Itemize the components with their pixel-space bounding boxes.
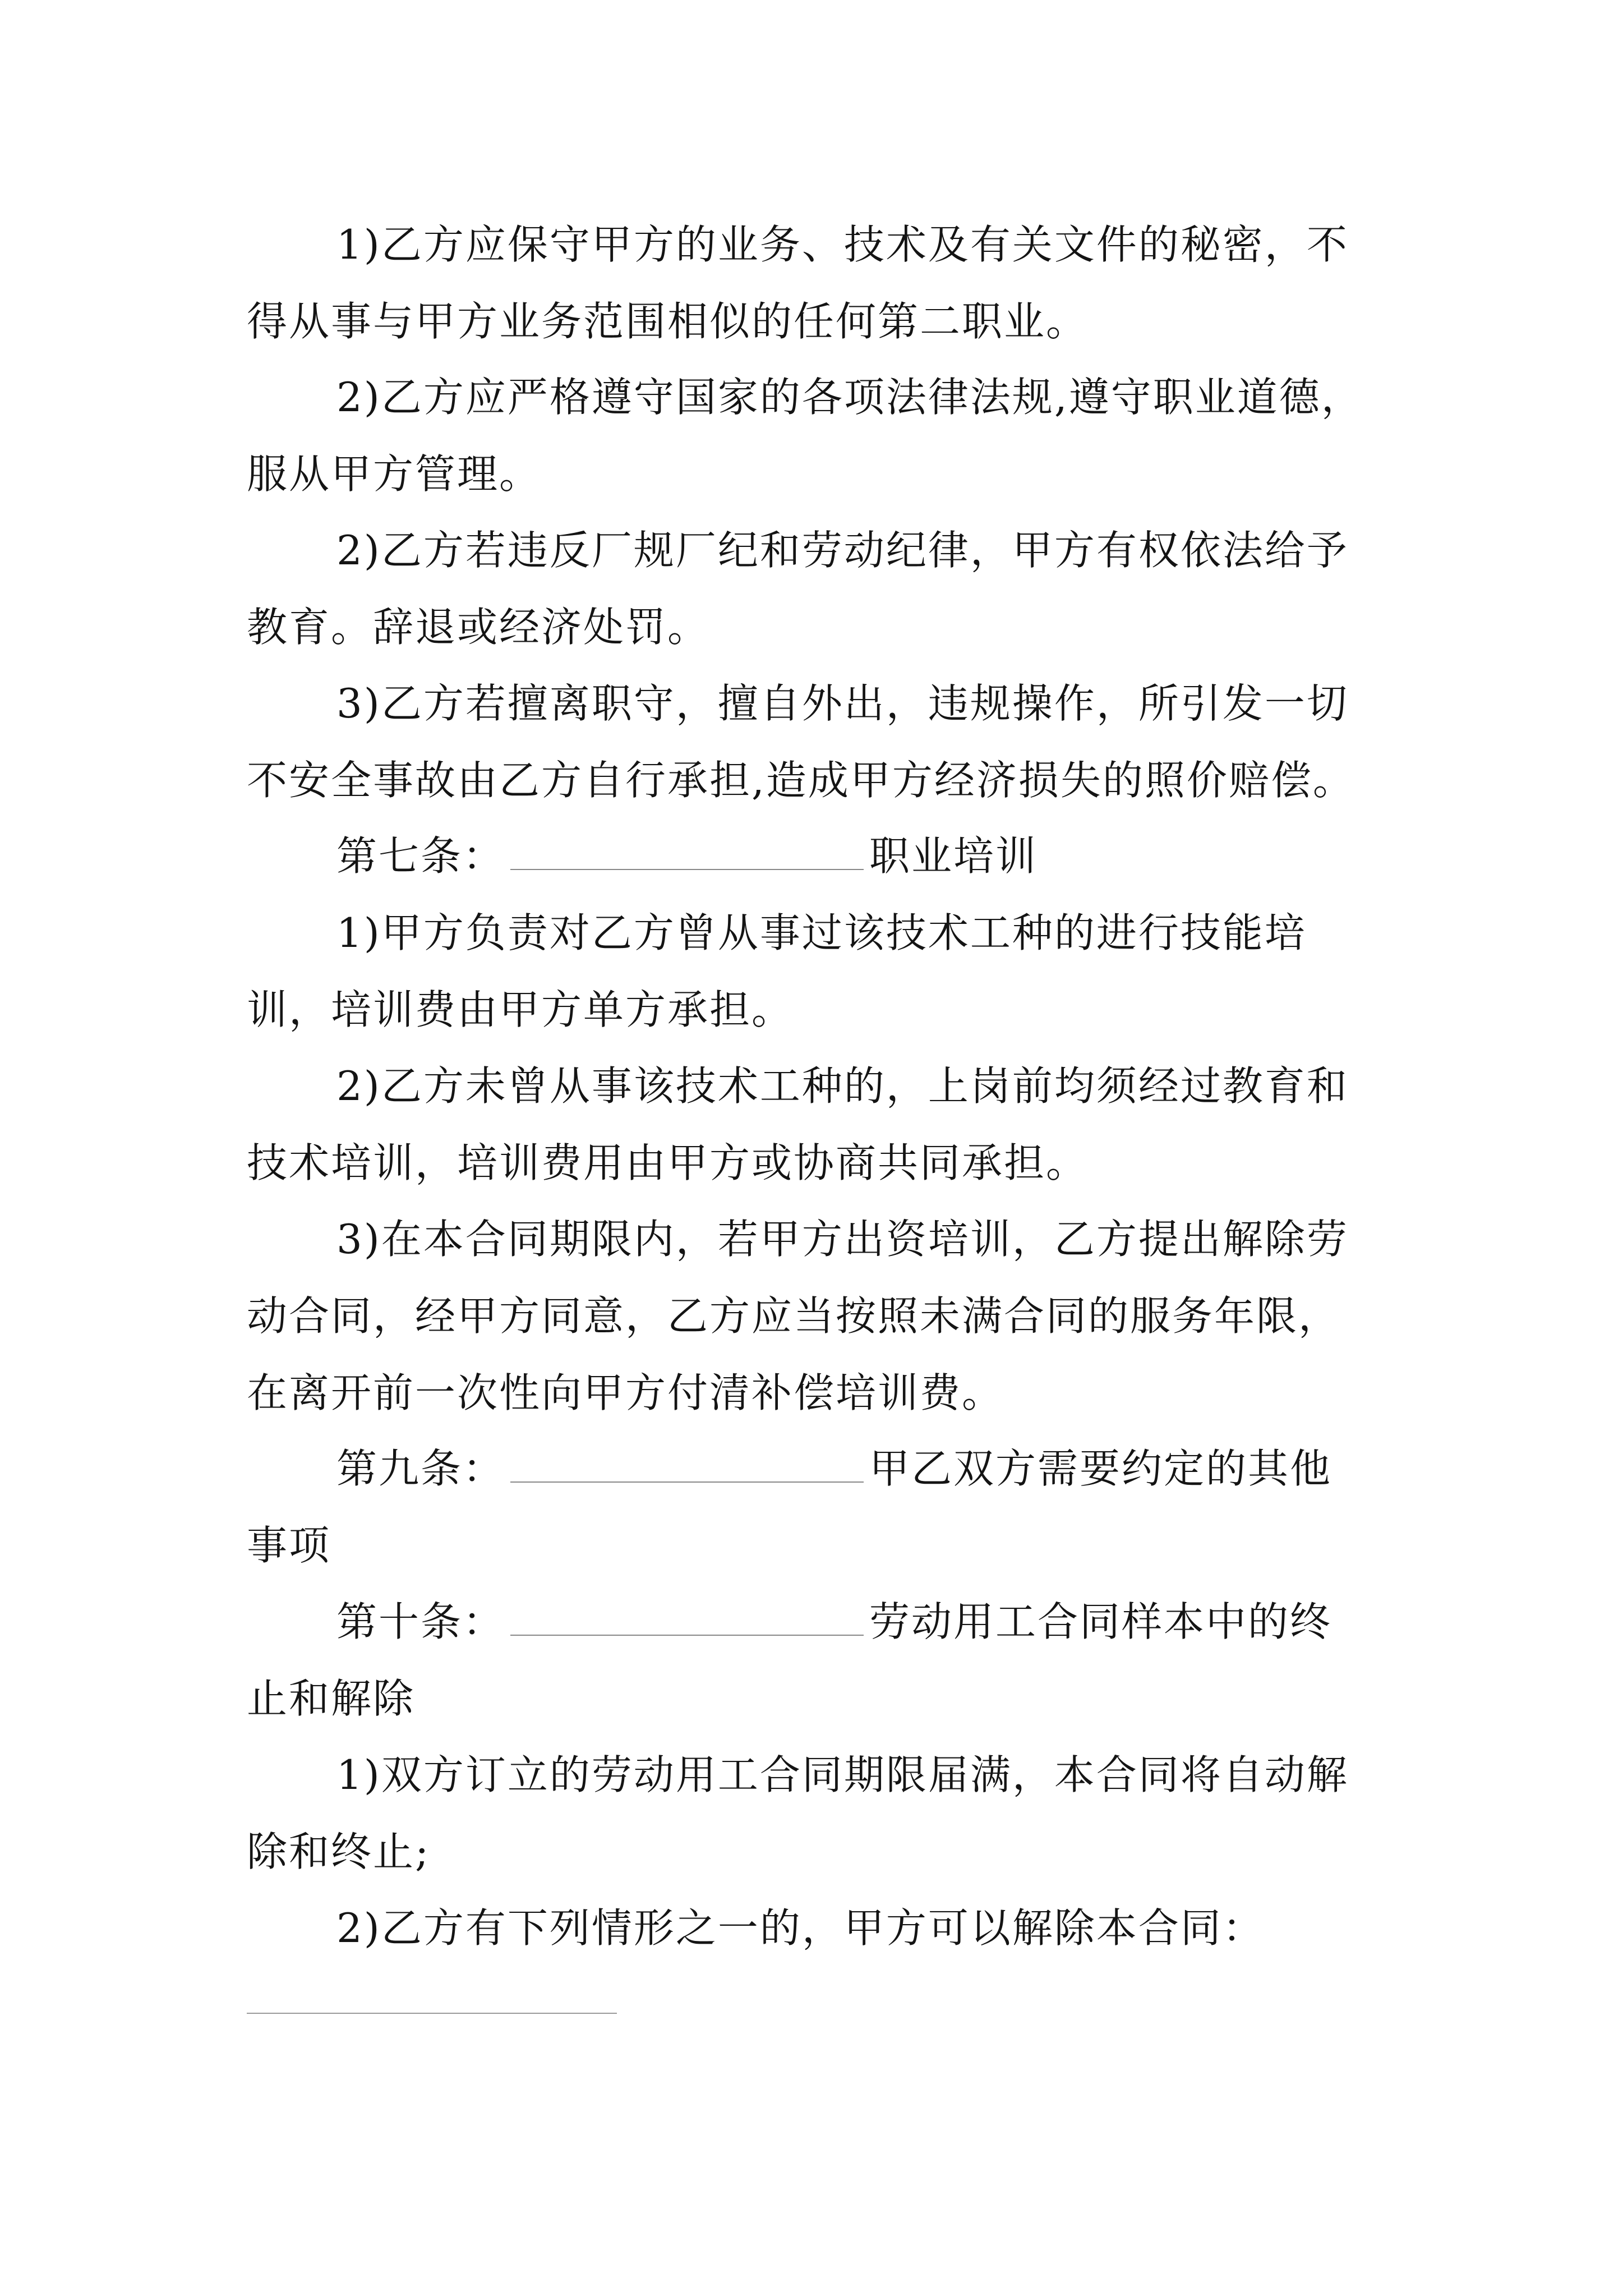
text-line: 2)乙方应严格遵守国家的各项法律法规,遵守职业道德， (336, 374, 1363, 421)
clause-item-discipline (247, 512, 1447, 666)
text-line: 在离开前一次性向甲方付清补偿培训费。 (247, 1369, 1004, 1416)
text-line: 1)乙方应保守甲方的业务、技术及有关文件的秘密，不 (336, 221, 1349, 268)
text-line: 训，培训费由甲方单方承担。 (247, 986, 794, 1033)
text-line: 技术培训，培训费用由甲方或协商共同承担。 (247, 1139, 1089, 1186)
text-line: 3)乙方若擅离职守，擅自外出，违规操作，所引发一切 (336, 680, 1349, 727)
text-line: 2)乙方未曾从事该技术工种的，上岗前均须经过教育和 (336, 1062, 1349, 1110)
article-7-heading (247, 818, 1447, 895)
text-line: 3)在本合同期限内，若甲方出资培训，乙方提出解除劳 (336, 1216, 1349, 1263)
text-line: 服从甲方管理。 (247, 450, 542, 498)
text-line: 动合同，经甲方同意，乙方应当按照未满合同的服务年限， (247, 1292, 1341, 1340)
clause-item-training-3 (247, 1201, 1447, 1432)
text-line (247, 1430, 1447, 1507)
fill-in-blank (510, 1598, 864, 1636)
article-number: 第九条： (336, 1445, 505, 1492)
text-line (247, 1584, 1447, 1660)
text-line: 2)乙方有下列情形之一的，甲方可以解除本合同： (336, 1904, 1265, 1952)
article-number: 第十条： (336, 1598, 505, 1645)
article-title: 甲乙双方需要约定的其他 (869, 1445, 1332, 1492)
text-line: 得从事与甲方业务范围相似的任何第二职业。 (247, 298, 1089, 345)
text-line: 不安全事故由乙方自行承担,造成甲方经济损失的照价赔偿。 (247, 757, 1355, 804)
article-title: 劳动用工合同样本中的终 (869, 1598, 1332, 1645)
clause-item-training-1 (247, 895, 1447, 1048)
text-line: 止和解除 (247, 1675, 416, 1722)
clause-item-termination-1 (247, 1737, 1447, 1890)
footnote-divider (247, 2013, 617, 2014)
article-10-heading (247, 1584, 1447, 1737)
text-line: 除和终止; (247, 1828, 431, 1875)
text-line: 教育。辞退或经济处罚。 (247, 604, 710, 651)
text-line: 事项 (247, 1522, 331, 1569)
text-line: 1)双方订立的劳动用工合同期限届满，本合同将自动解 (336, 1751, 1349, 1798)
fill-in-blank (510, 1444, 864, 1483)
article-9-heading (247, 1430, 1447, 1584)
clause-item-safety (247, 665, 1447, 819)
clause-item-training-2 (247, 1048, 1447, 1202)
article-number: 第七条： (336, 832, 505, 880)
clause-item-obey-law (247, 359, 1447, 513)
clause-item-termination-2 (247, 1890, 1447, 1967)
text-line: 2)乙方若违反厂规厂纪和劳动纪律，甲方有权依法给予 (336, 527, 1349, 574)
article-title: 职业培训 (869, 832, 1038, 880)
clause-item-confidentiality (247, 206, 1447, 360)
text-line: 1)甲方负责对乙方曾从事过该技术工种的进行技能培 (336, 909, 1307, 956)
text-line (247, 818, 1447, 895)
fill-in-blank (510, 832, 864, 870)
